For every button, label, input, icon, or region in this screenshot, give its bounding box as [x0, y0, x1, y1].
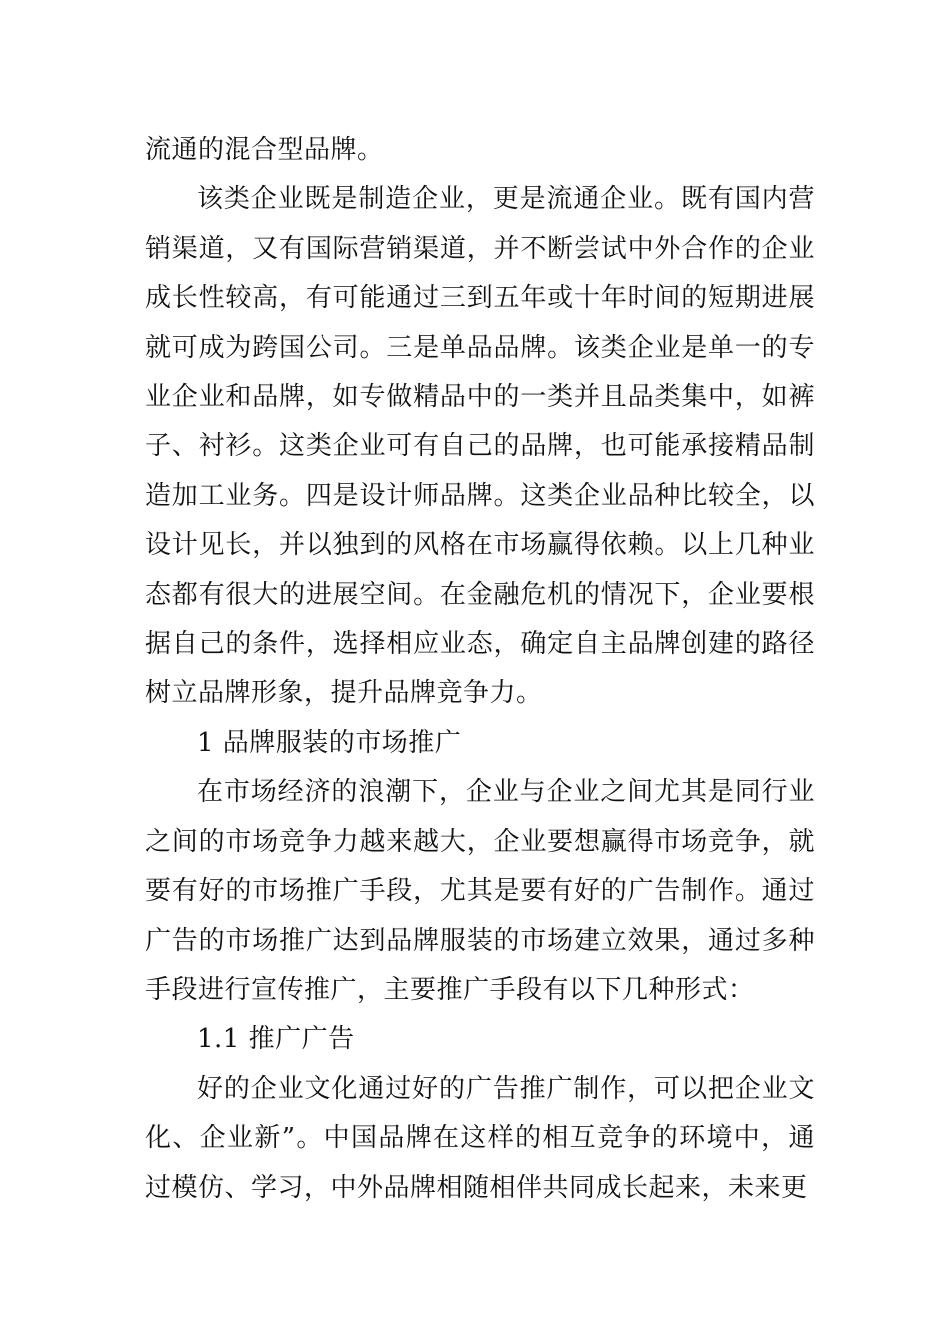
paragraph-business-types: 该类企业既是制造企业，更是流通企业。既有国内营销渠道，又有国际营销渠道，并不断尝试中外合作的企业成长性较高，有可能通过三到五年或十年时间的短期进展就可成为跨国公司。三是单品品牌。该类企业是单一的专业企业和品牌，如专做精品中的一类并且品类集中，如裤子、衬衫。这类企业可有自己的品牌，也可能承接精品制造加工业务。四是设计师品牌。这类企业品种比较全，以设计见长，并以独到的风格在市场赢得依赖。以上几种业态都有很大的进展空间。在金融危机的情况下，企业要根据自己的条件，选择相应业态，确定自主品牌创建的路径树立品牌形象，提升品牌竞争力。 [145, 184, 815, 709]
document-body [145, 126, 815, 1213]
paragraph-market-competition: 在市场经济的浪潮下，企业与企业之间尤其是同行业之间的市场竞争力越来越大，企业要想赢得市场竞争，就要有好的市场推广手段，尤其是要有好的广告制作。通过广告的市场推广达到品牌服装的市场建立效果，通过多种手段进行宣传推广，主要推广手段有以下几种形式： [145, 777, 815, 1005]
paragraph-continuation: 流通的混合型品牌。 [145, 135, 384, 165]
section-heading-market-promotion: 1 品牌服装的市场推广 [197, 727, 462, 758]
paragraph-corporate-culture: 好的企业文化通过好的广告推广制作，可以把企业文化、企业新”。中国品牌在这样的相互竞争的环境中，通过模仿、学习，中外品牌相随相伴共同成长起来，未来更 [145, 1073, 815, 1203]
subsection-heading-advertising: 1.1 推广广告 [197, 1024, 355, 1055]
